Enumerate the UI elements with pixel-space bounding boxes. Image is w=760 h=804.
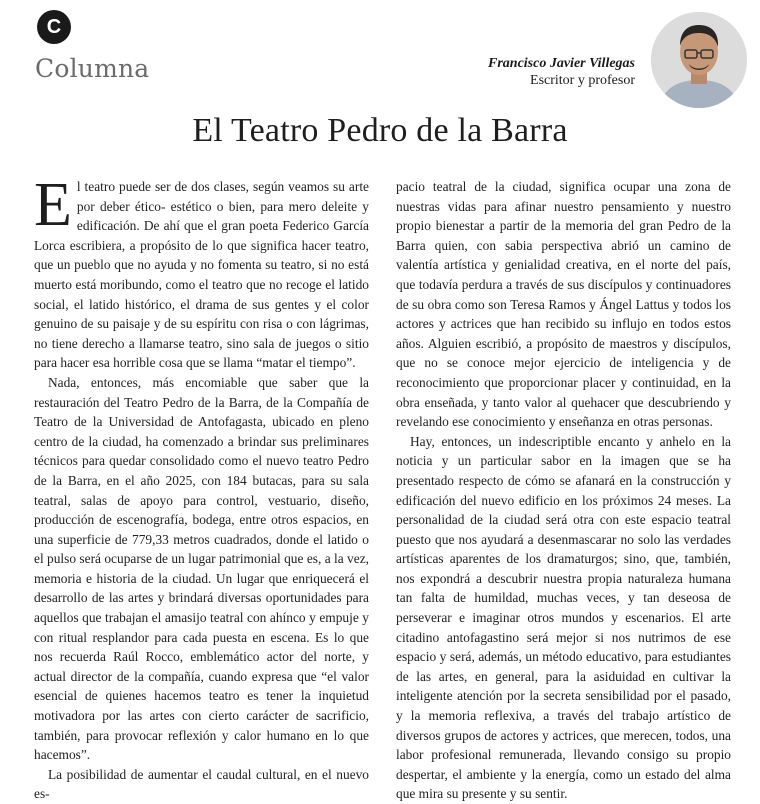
article-paragraph: Hay, entonces, un indescriptible encanto y anhelo en la noticia y un particular sabor en la imagen que se ha presentado respecto de cómo se afanará en la construcción y edificación del nuevo edificio en los próximos 24 meses. La personalidad de la ciudad será otra con este espacio teatral puesto que nos ayudará a desenmascarar no solo las verdades artísticas aparentes de los dramaturgos; sino, que, también, nos expondrá a descubrir nuestra propia naturaleza humana tan falta de humildad, muchas veces, y tan deseosa de perseverar e imaginar otros mundos y escenarios. El arte citadino antofagastino será mejor si nos nutrimos de ese espacio y será, además, un método educativo, para estudiantes de las artes, en general, para la asiduidad en cultivar la inteligente atención por la secreta sensibilidad por el pasado, y la memoria reflexiva, a través del trabajo artístico de diversos grupos de actores y actrices, que merecen, todos, una labor profesional remunerada, llevando consigo su propio despertar, el ambiente y la energía, como un estado del alma que mira su presente y su sentir. (396, 433, 731, 802)
section-label: Columna (35, 54, 150, 83)
drop-cap: E (34, 171, 72, 239)
article-paragraph (34, 171, 369, 373)
author-photo (651, 12, 747, 108)
article-paragraph: Nada, entonces, más encomiable que saber que la restauración del Teatro Pedro de la Barra, de la Compañía de Teatro de la Universidad de Antofagasta, ubicado en pleno centro de la ciudad, ha comenzado a brindar sus preliminares técnicos para quedar consolidado como el nuevo teatro Pedro de la Barra, en el año 2025, con 184 butacas, para su sala teatral, salas de apoyo para control, vestuario, diseño, producción de escenografía, bodega, entre otros espacios, en una superficie de 779,33 metros cuadrados, donde el latido o el pulso será ocuparse de un lugar patrimonial que es, a la vez, memoria e historia de la ciudad. Un lugar que enriquecerá el desarrollo de las artes y brindará diversas oportunidades para aquellos que trabajan el amasijo teatral con ahínco y empuje y con ritual resplandor para cada puesta en escena. Es lo que nos recuerda Raúl Rocco, emblemático actor del norte, y actual director de la compañía, cuando expresa que “el valor esencial de quienes hacemos teatro es tener la inquietud motivadora por las artes con cierto carácter de sacrificio, también, para provocar reflexión y calor humano en lo que hacemos”. (34, 374, 369, 763)
article-paragraph: pacio teatral de la ciudad, significa ocupar una zona de nuestras vidas para afinar nuestro pensamiento y nuestro propio bienestar a partir de la memoria del gran Pedro de la Barra quien, con sabia perspectiva abrió un camino de valentía artística y genialidad creativa, en el norte del país, que todavía perdura a través de sus discípulos y continuadores de su obra como son Teresa Ramos y Ángel Lattus y todos los actores y actrices que han recibido su influjo en todos estos años. Alguien escribió, a propósito de maestros y discípulos, que no se conoce mejor ejercicio de inteligencia y de reconocimiento que proporcionar placer y continuidad, en la obra enseñada, y tanto valor al quehacer que descubriendo y revelando ese conocimiento y enseñanza en otras personas. (396, 179, 731, 430)
column-badge-icon (37, 10, 71, 44)
article-title: El Teatro Pedro de la Barra (192, 112, 568, 149)
author-byline (488, 55, 635, 89)
article-column-left (34, 171, 369, 804)
badge-letter: C (46, 15, 62, 38)
author-role: Escritor y profesor (530, 73, 635, 88)
article-paragraph: La posibilidad de aumentar el caudal cultural, en el nuevo es- (34, 766, 369, 802)
author-portrait-icon (651, 12, 747, 108)
paragraph-text: l teatro puede ser de dos clases, según veamos su arte por deber ético- estético o bien, para mero deleite y edificación. De ahí que el gran poeta Federico García Lorca escribiera, a propósito de lo que significa hacer teatro, que un pueblo que no ayuda y no fomenta su teatro, si no está muerto está moribundo, como el teatro que no recoge el latido social, el latido histórico, el drama de sus gentes y el color genuino de su paisaje y de su espíritu con risa o con lágrimas, no tiene derecho a llamarse teatro, sino sala de juegos o sitio para hacer esa horrible cosa que se llama “matar el tiempo”. (34, 179, 369, 371)
article-column-right (396, 177, 731, 804)
author-name: Francisco Javier Villegas (488, 56, 635, 71)
